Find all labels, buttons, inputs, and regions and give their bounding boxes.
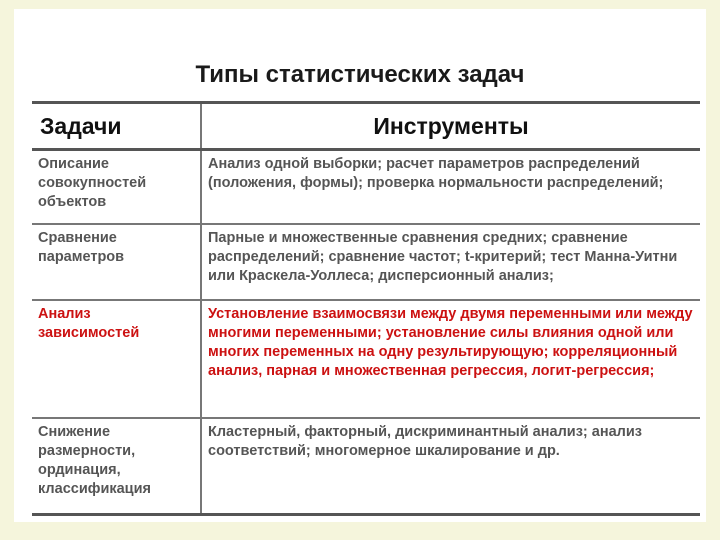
task-cell: Сравнение параметров xyxy=(32,224,201,300)
table-row xyxy=(32,418,700,515)
task-cell: Снижение размерности, ординация, классификация xyxy=(32,418,201,515)
page-title: Типы статистических задач xyxy=(195,61,525,88)
header-tools: Инструменты xyxy=(201,103,700,150)
tasks-table xyxy=(32,101,700,516)
table-row-highlighted xyxy=(32,300,700,418)
table-row xyxy=(32,150,700,225)
table-row xyxy=(32,224,700,300)
table-header-row xyxy=(32,103,700,150)
tools-cell: Парные и множественные сравнения средних; сравнение распределений; сравнение частот; t-критерий; тест Манна-Уитни или Краскела-Уоллеса; дисперсионный анализ; xyxy=(201,224,700,300)
task-cell: Анализ зависимостей xyxy=(32,300,201,418)
task-cell: Описание совокупностей объектов xyxy=(32,150,201,225)
tools-cell: Кластерный, факторный, дискриминантный анализ; анализ соответствий; многомерное шкалирование и др. xyxy=(201,418,700,515)
tools-cell: Анализ одной выборки; расчет параметров распределений (положения, формы); проверка нормальности распределений; xyxy=(201,150,700,225)
slide xyxy=(14,9,706,522)
header-tasks: Задачи xyxy=(32,103,201,150)
tools-cell: Установление взаимосвязи между двумя переменными или между многими переменными; установление силы влияния одной или многих переменных на одну результирующую; корреляционный анализ, парная и множественная регрессия, логит-регрессия; xyxy=(201,300,700,418)
